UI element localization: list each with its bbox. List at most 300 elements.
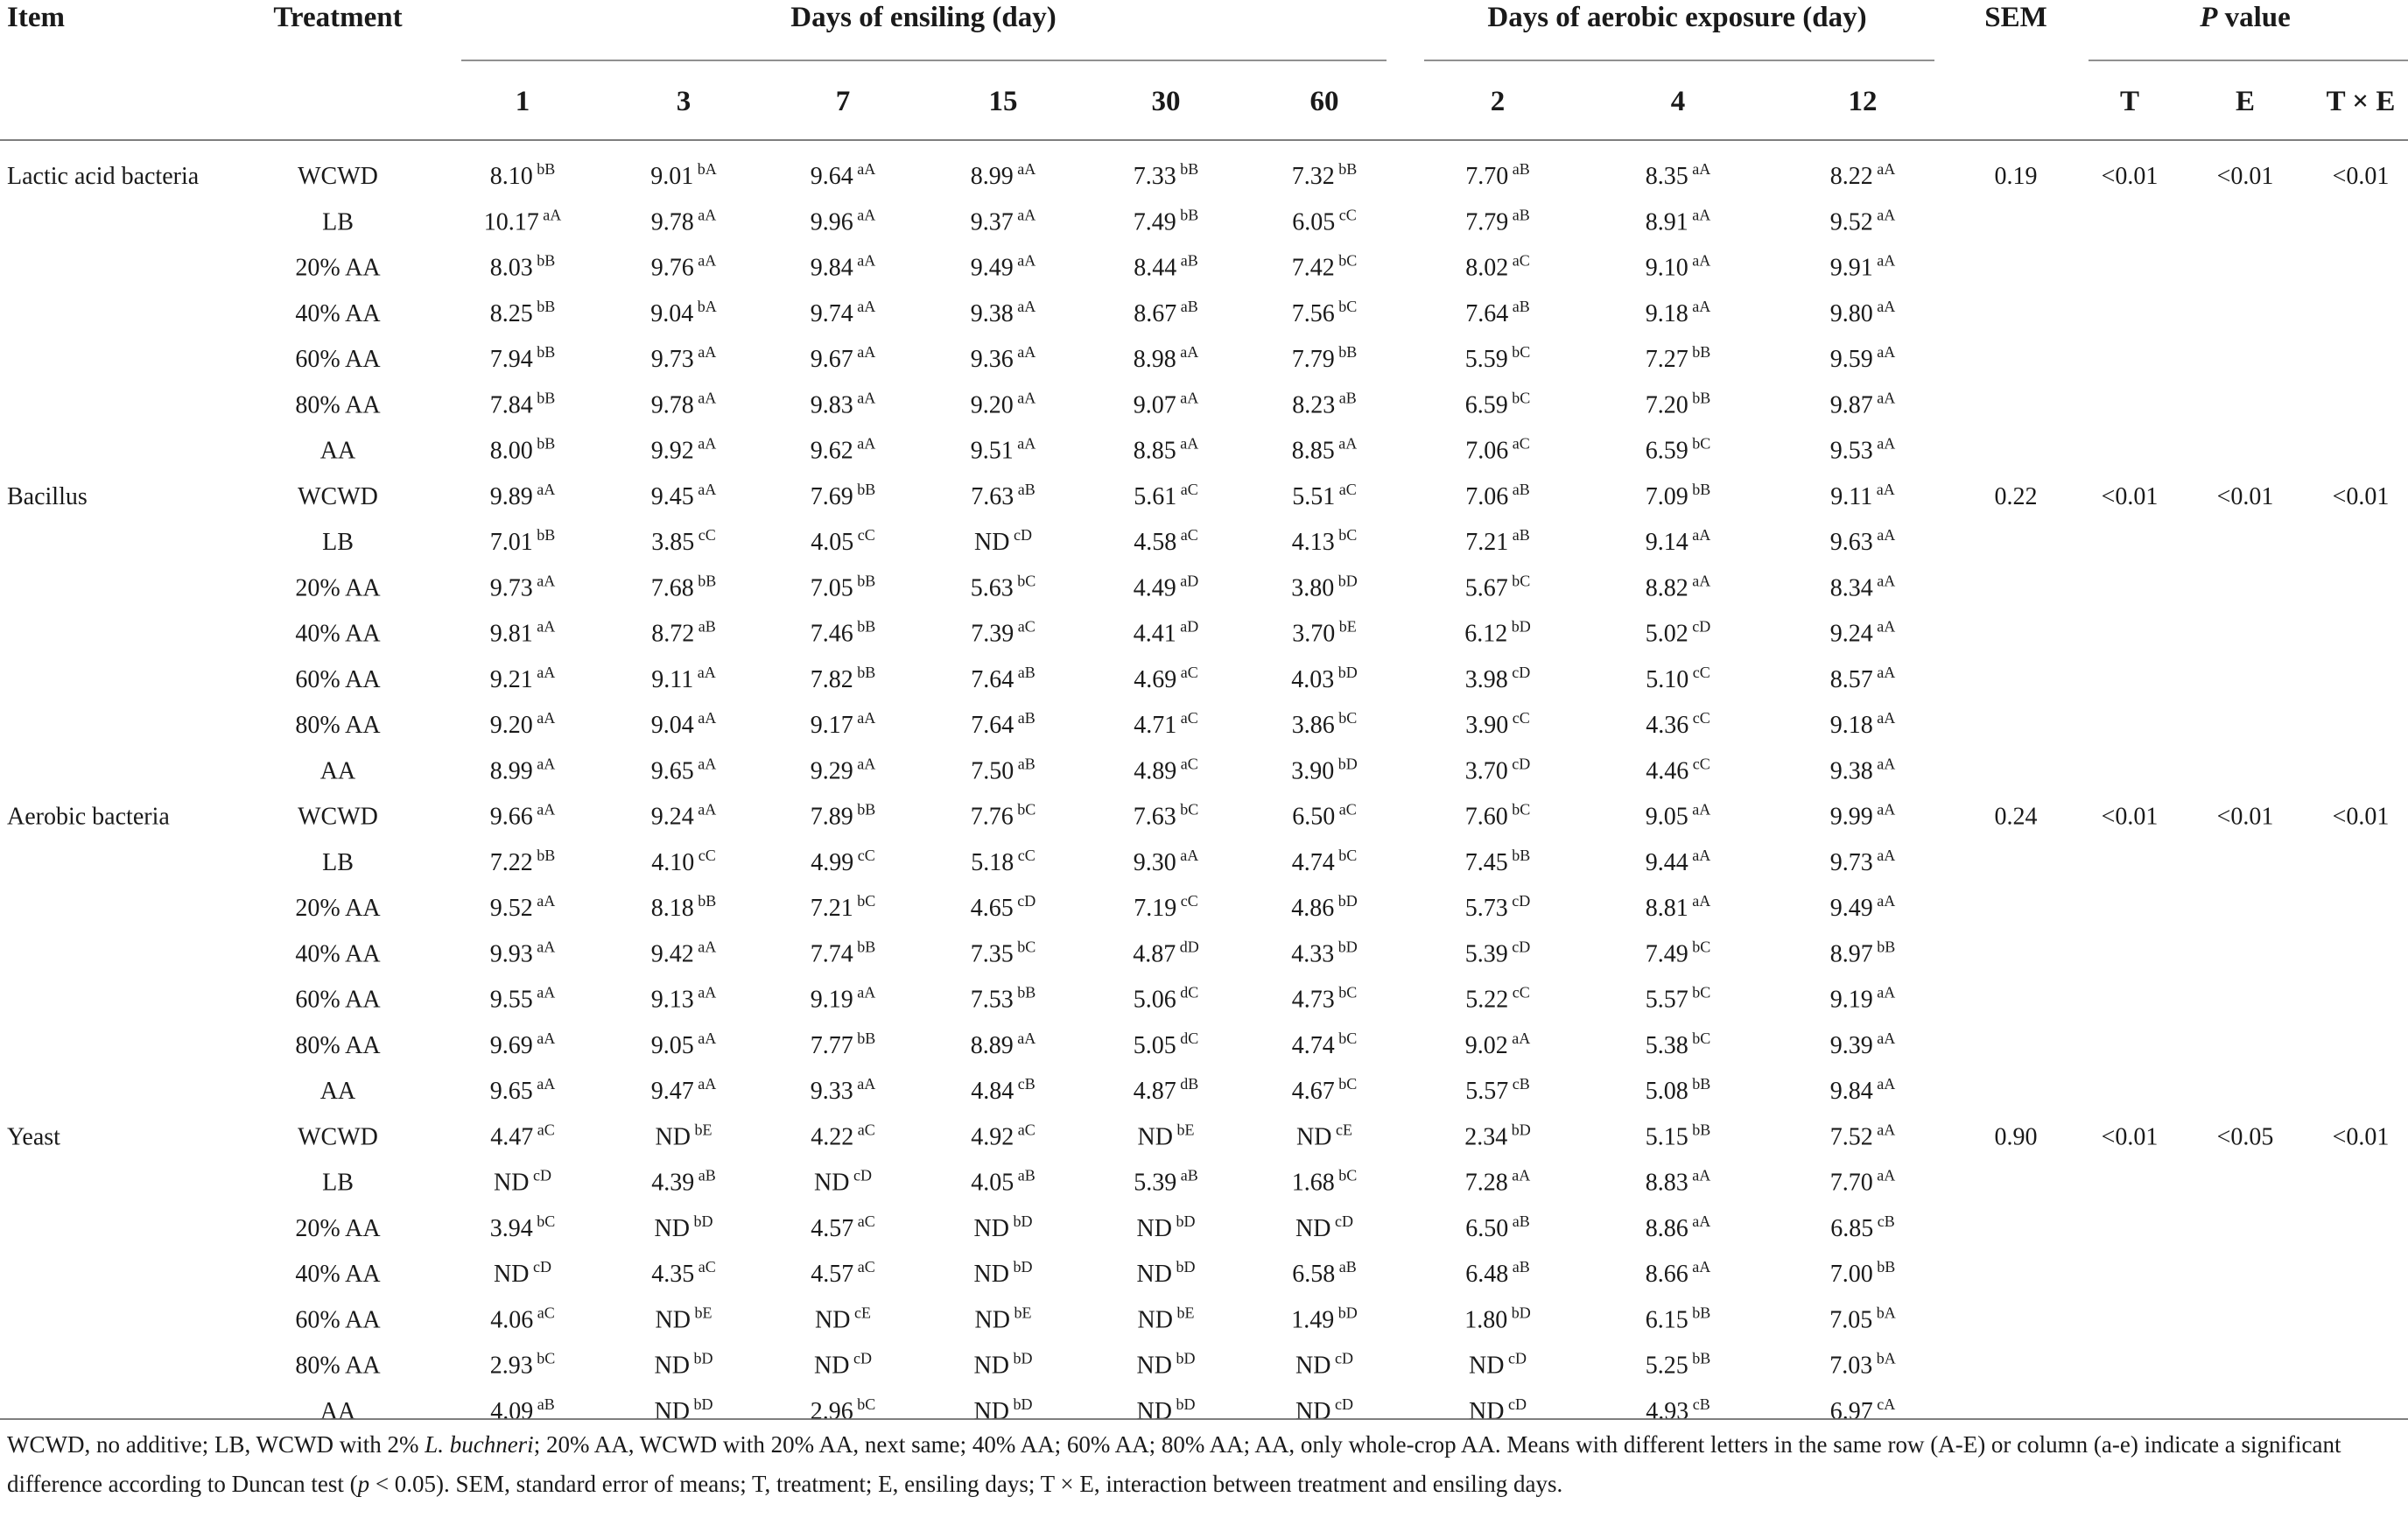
cell-superscript: aA [1688,206,1711,224]
table-cell [971,481,1036,510]
table-cell [650,298,717,327]
table-cell [971,160,1036,190]
table-cell [971,892,1036,922]
table-cell [1292,481,1357,510]
table-cell [974,1212,1033,1242]
cell-superscript: bD [1334,663,1358,681]
cell-superscript: aA [693,480,717,498]
header-p-label: value [2217,2,2291,33]
cell-superscript: bD [1334,572,1358,590]
cell-value: 7.06 [1465,437,1509,465]
table-cell [490,389,556,418]
group-p-value: <0.01 [2332,803,2390,831]
row-treatment: 60% AA [295,665,381,693]
cell-superscript: bC [853,892,876,910]
cell-value: 7.35 [970,940,1014,968]
table-cell [1646,847,1711,876]
cell-superscript: bC [1507,800,1531,819]
cell-superscript: bC [1334,709,1358,727]
footnote-part3: < 0.05). SEM, standard error of means; T, treatment; E, ensiling days; T × E, interaction between treatment and ensiling days. [369,1471,1563,1497]
table-cell [1830,984,1896,1014]
cell-superscript: cD [1507,892,1531,910]
column-header-day: 7 [835,86,851,117]
cell-value: 1.80 [1464,1306,1508,1334]
cell-superscript: aA [1872,800,1896,819]
group-sem: 0.22 [1994,482,2038,510]
column-header-day: 2 [1490,86,1506,117]
group-sem: 0.24 [1994,803,2038,831]
cell-value: 4.69 [1134,665,1177,693]
cell-value: 6.97 [1829,1397,1873,1425]
cell-superscript: aB [1335,1258,1357,1276]
table-cell [1830,801,1896,831]
cell-value: 8.57 [1829,665,1873,693]
cell-value: 4.73 [1291,986,1335,1014]
cell-superscript: dC [1176,1029,1199,1047]
row-treatment: AA [319,1397,356,1425]
cell-value: 4.47 [490,1123,534,1151]
table-cell [1137,1258,1196,1288]
cell-value: 4.57 [811,1261,854,1288]
table-cell [1830,618,1896,648]
cell-value: ND [973,1261,1009,1288]
table-cell [490,1075,556,1105]
table-cell [971,847,1036,876]
cell-value: 6.59 [1645,437,1688,465]
table-cell [651,1075,717,1105]
cell-superscript: aA [693,1075,717,1093]
table-cell [971,709,1036,739]
cell-superscript: bC [1507,343,1531,361]
cell-value: ND [494,1169,530,1197]
cell-superscript: cD [1330,1349,1353,1367]
cell-superscript: bD [1334,892,1358,910]
table-cell [1292,984,1358,1014]
cell-superscript: bD [1171,1212,1196,1230]
cell-value: 9.05 [1645,803,1688,831]
cell-superscript: aB [1508,1258,1530,1276]
table-cell [656,1121,713,1150]
cell-value: 9.45 [650,482,694,510]
cell-value: 8.81 [1645,895,1688,922]
cell-superscript: aA [532,709,556,727]
footnote-species: L. buchneri [425,1431,534,1458]
cell-value: 6.59 [1464,391,1508,419]
cell-superscript: bA [1872,1349,1896,1367]
cell-superscript: aA [853,160,876,178]
cell-superscript: bD [1507,1121,1531,1139]
table-cell [490,801,556,831]
table-cell [814,1167,872,1197]
table-cell [1469,1350,1527,1380]
table-cell [651,206,717,235]
cell-superscript: aB [1508,160,1530,178]
table-cell [1465,755,1531,784]
cell-value: 4.74 [1291,1031,1335,1059]
cell-value: 9.51 [970,437,1014,465]
table-cell [1646,343,1711,373]
table-cell [971,298,1036,327]
cell-superscript: cC [1176,892,1198,910]
cell-superscript: aA [693,343,717,361]
cell-superscript: aA [1013,434,1036,453]
cell-value: 9.04 [650,712,694,739]
group-item-label: Lactic acid bacteria [7,163,200,190]
cell-superscript: bB [853,480,876,498]
table-cell [1134,618,1199,648]
row-treatment: WCWD [298,1123,378,1151]
cell-value: ND [814,1352,850,1380]
footnote-part2: ; 20% AA, WCWD with 20% AA, next same; 40% AA; 60% AA; 80% AA; AA, only whole-crop AA. Means with different letters in the same row (A-E) or column (a-e) indicate a significant difference according to Duncan test ( [7,1431,2341,1497]
cell-value: 9.96 [810,208,853,236]
cell-superscript: aA [1688,1166,1711,1184]
cell-superscript: aA [1507,1166,1531,1184]
cell-value: 9.81 [489,620,533,648]
table-cell [490,1121,555,1150]
cell-superscript: bB [1334,343,1358,361]
cell-superscript: aA [1872,343,1896,361]
table-cell [811,664,876,693]
table-cell [1464,1121,1531,1150]
cell-value: 9.83 [810,391,853,419]
cell-superscript: aA [1872,480,1895,498]
row-treatment: 40% AA [295,940,381,968]
cell-value: 10.17 [483,208,539,236]
cell-superscript: aA [1176,343,1199,361]
cell-superscript: bB [532,160,556,178]
cell-value: 4.67 [1291,1078,1335,1105]
cell-value: 6.12 [1464,620,1508,648]
cell-superscript: bC [1334,1029,1358,1047]
cell-superscript: aA [1872,160,1896,178]
column-header-day: 3 [676,86,692,117]
table-cell [1134,1075,1199,1105]
row-treatment: LB [322,848,354,876]
table-cell [1134,343,1199,373]
group-p-value: <0.01 [2101,1123,2159,1151]
cell-value: 8.89 [970,1031,1014,1059]
table-cell [975,1304,1032,1333]
cell-value: ND [1469,1352,1505,1380]
cell-value: 4.10 [651,848,695,876]
cell-superscript: aC [533,1304,555,1322]
table-cell [651,435,717,465]
cell-superscript: bD [1008,1349,1033,1367]
table-cell [1465,572,1531,601]
cell-value: 9.02 [1464,1031,1508,1059]
table-cell [1646,435,1711,465]
table-cell [811,435,876,465]
table-cell [1830,1258,1896,1288]
cell-superscript: aB [1014,709,1036,727]
table-cell [1292,801,1357,831]
cell-value: ND [654,1397,690,1425]
table-cell [1134,481,1198,510]
table-cell [655,1350,713,1380]
cell-superscript: bB [1013,983,1036,1001]
cell-value: 9.44 [1645,848,1688,876]
cell-value: 8.44 [1134,254,1177,282]
table-cell [655,1212,713,1242]
cell-value: 7.39 [971,620,1014,648]
cell-value: ND [973,1214,1009,1242]
table-cell [1138,1304,1195,1333]
cell-superscript: bC [1334,983,1358,1001]
cell-superscript: aA [1688,846,1711,864]
table-cell [1830,206,1896,235]
table-cell [1292,160,1358,190]
cell-superscript: bB [532,389,556,407]
cell-superscript: bC [1334,846,1358,864]
cell-superscript: bD [1008,1395,1033,1413]
cell-value: 7.27 [1645,346,1688,373]
cell-superscript: aB [1014,1166,1036,1184]
table-cell [490,1030,556,1059]
cell-value: 7.79 [1291,346,1335,373]
cell-superscript: aA [853,206,876,224]
table-cell [651,984,717,1014]
group-p-value: <0.01 [2332,163,2390,190]
cell-superscript: aA [1013,343,1036,361]
table-cell [814,1350,872,1380]
row-treatment: 40% AA [295,620,381,648]
table-cell [494,1258,551,1288]
cell-value: 9.53 [1829,437,1873,465]
cell-value: 9.30 [1133,848,1176,876]
table-cell [1137,1395,1196,1425]
cell-value: 9.19 [1829,986,1873,1014]
cell-value: 6.15 [1645,1306,1688,1334]
table-cell [1134,892,1198,922]
table-cell [1830,1212,1895,1242]
cell-superscript: aA [532,800,556,819]
cell-superscript: aA [532,892,556,910]
table-cell [1464,1304,1531,1333]
cell-superscript: aB [1176,1166,1198,1184]
table-cell [651,618,716,648]
cell-superscript: bB [532,297,556,315]
cell-superscript: bB [532,251,556,270]
table-cell [1291,572,1358,601]
cell-superscript: aA [1013,1029,1036,1047]
cell-superscript: aA [1688,572,1711,590]
table-cell [1465,435,1530,465]
column-header-day: 1 [515,86,530,117]
table-cell [974,1350,1033,1380]
cell-value: 7.63 [1133,803,1176,831]
table-cell [490,298,556,327]
table-cell [811,1212,875,1242]
cell-value: ND [1137,1123,1173,1151]
cell-value: 4.71 [1134,712,1177,739]
cell-value: 9.13 [650,986,694,1014]
cell-value: 4.87 [1133,940,1176,968]
cell-superscript: bC [1507,389,1531,407]
row-treatment: AA [319,1078,356,1105]
cell-superscript: bD [1334,938,1358,956]
table-cell [1646,1030,1711,1059]
cell-superscript: cC [1508,983,1530,1001]
cell-value: 9.91 [1829,254,1873,282]
cell-value: 9.73 [1829,848,1873,876]
header-aerobic-days: Days of aerobic exposure (day) [1487,2,1867,33]
row-treatment: 60% AA [295,1306,381,1334]
cell-value: 9.49 [1829,895,1873,922]
table-cell [490,435,556,465]
table-cell [1646,160,1711,190]
cell-value: 6.58 [1292,1261,1336,1288]
cell-superscript: aB [1508,480,1530,498]
cell-value: ND [655,1306,691,1334]
cell-value: 8.02 [1465,254,1509,282]
cell-superscript: aA [1013,160,1036,178]
table-cell [651,1258,716,1288]
group-p-value: <0.01 [2216,163,2274,190]
table-cell [490,984,556,1014]
cell-superscript: cC [1508,709,1530,727]
cell-superscript: bC [1688,938,1711,956]
cell-value: 9.59 [1829,346,1873,373]
cell-value: 7.01 [489,529,533,556]
cell-superscript: cD [849,1166,872,1184]
cell-value: 9.52 [489,895,533,922]
cell-superscript: bD [1171,1349,1196,1367]
table-cell [811,1395,876,1425]
table-cell [651,481,717,510]
table-cell [1292,435,1358,465]
cell-superscript: bB [1688,389,1711,407]
cell-value: ND [815,1306,851,1334]
cell-value: 7.22 [489,848,533,876]
cell-superscript: aA [1688,800,1711,819]
cell-superscript: cD [1688,617,1711,636]
cell-superscript: aD [1176,572,1199,590]
cell-superscript: bD [1171,1258,1196,1276]
cell-value: 4.86 [1291,895,1335,922]
cell-superscript: aC [1014,1121,1036,1139]
cell-value: 4.92 [971,1123,1014,1151]
table-cell [1465,160,1530,190]
cell-value: 4.74 [1291,848,1335,876]
cell-superscript: bB [532,434,556,453]
cell-value: 7.45 [1464,848,1508,876]
table-cell [971,1030,1036,1059]
cell-value: ND [974,529,1010,556]
group-p-value: <0.01 [2101,163,2159,190]
table-cell [1646,252,1711,282]
cell-value: 4.13 [1291,529,1335,556]
cell-value: 7.06 [1465,482,1509,510]
cell-value: 3.80 [1291,574,1335,602]
cell-superscript: aA [1872,617,1896,636]
cell-superscript: aC [853,1212,875,1230]
table-cell [651,938,717,967]
cell-superscript: aA [853,709,876,727]
group-p-value: <0.01 [2332,482,2390,510]
column-header-day: 15 [988,86,1018,117]
cell-value: 9.93 [489,940,533,968]
cell-value: 7.76 [970,803,1014,831]
header-item: Item [7,2,65,33]
cell-value: 4.41 [1133,620,1176,648]
cell-value: 4.65 [970,895,1014,922]
cell-superscript: bB [693,892,717,910]
cell-value: 7.32 [1291,163,1335,190]
cell-superscript: bC [853,1395,876,1413]
cell-value: ND [1469,1397,1505,1425]
cell-superscript: cD [529,1166,551,1184]
table-cell [490,1304,555,1333]
cell-superscript: bD [1171,1395,1196,1413]
table-cell [651,1030,717,1059]
table-cell [1830,160,1896,190]
cell-value: 3.70 [1292,620,1336,648]
table-cell [971,755,1036,784]
cell-value: 3.86 [1291,712,1335,739]
cell-superscript: aC [1176,663,1198,681]
cell-value: ND [654,1352,690,1380]
cell-superscript: bB [853,1029,876,1047]
cell-superscript: bB [1176,160,1199,178]
cell-value: 5.39 [1134,1169,1177,1197]
row-treatment: AA [319,437,356,465]
table-cell [1292,343,1358,373]
cell-superscript: aA [853,755,876,773]
cell-superscript: aA [1507,1029,1531,1047]
cell-value: 4.03 [1291,665,1335,693]
cell-value: 7.84 [489,391,533,419]
table-cell [971,1075,1036,1105]
cell-superscript: aA [693,1029,717,1047]
cell-superscript: bB [853,572,876,590]
cell-value: 4.49 [1133,574,1176,602]
cell-superscript: bE [1335,617,1357,636]
cell-superscript: aA [853,297,876,315]
cell-value: 4.05 [811,529,854,556]
cell-superscript: aA [693,663,716,681]
cell-value: 7.05 [810,574,853,602]
row-treatment: 60% AA [295,346,381,373]
cell-superscript: bC [1334,1075,1358,1093]
cell-superscript: aB [1508,526,1530,544]
cell-superscript: bD [1334,755,1358,773]
table-cell [1292,252,1358,282]
row-treatment: 20% AA [295,574,381,602]
cell-value: 7.52 [1829,1123,1873,1151]
cell-superscript: aA [532,1075,556,1093]
table-cell [651,801,717,831]
table-cell [811,1258,875,1288]
cell-value: 7.94 [489,346,533,373]
table-cell [1465,709,1530,739]
table-cell [490,252,556,282]
cell-superscript: cB [1014,1075,1036,1093]
cell-value: 5.63 [970,574,1014,602]
table-cell [971,572,1036,601]
cell-value: 9.18 [1645,299,1688,327]
table-cell [651,526,716,556]
cell-value: 9.65 [489,1078,533,1105]
cell-superscript: aA [1872,572,1896,590]
table-cell [811,526,875,556]
cell-value: 4.58 [1134,529,1177,556]
group-sem: 0.90 [1994,1123,2038,1151]
cell-superscript: bB [1334,160,1358,178]
cell-superscript: bD [1334,1304,1358,1322]
cell-superscript: cD [1330,1212,1353,1230]
table-cell [811,847,875,876]
cell-superscript: aD [1176,617,1199,636]
